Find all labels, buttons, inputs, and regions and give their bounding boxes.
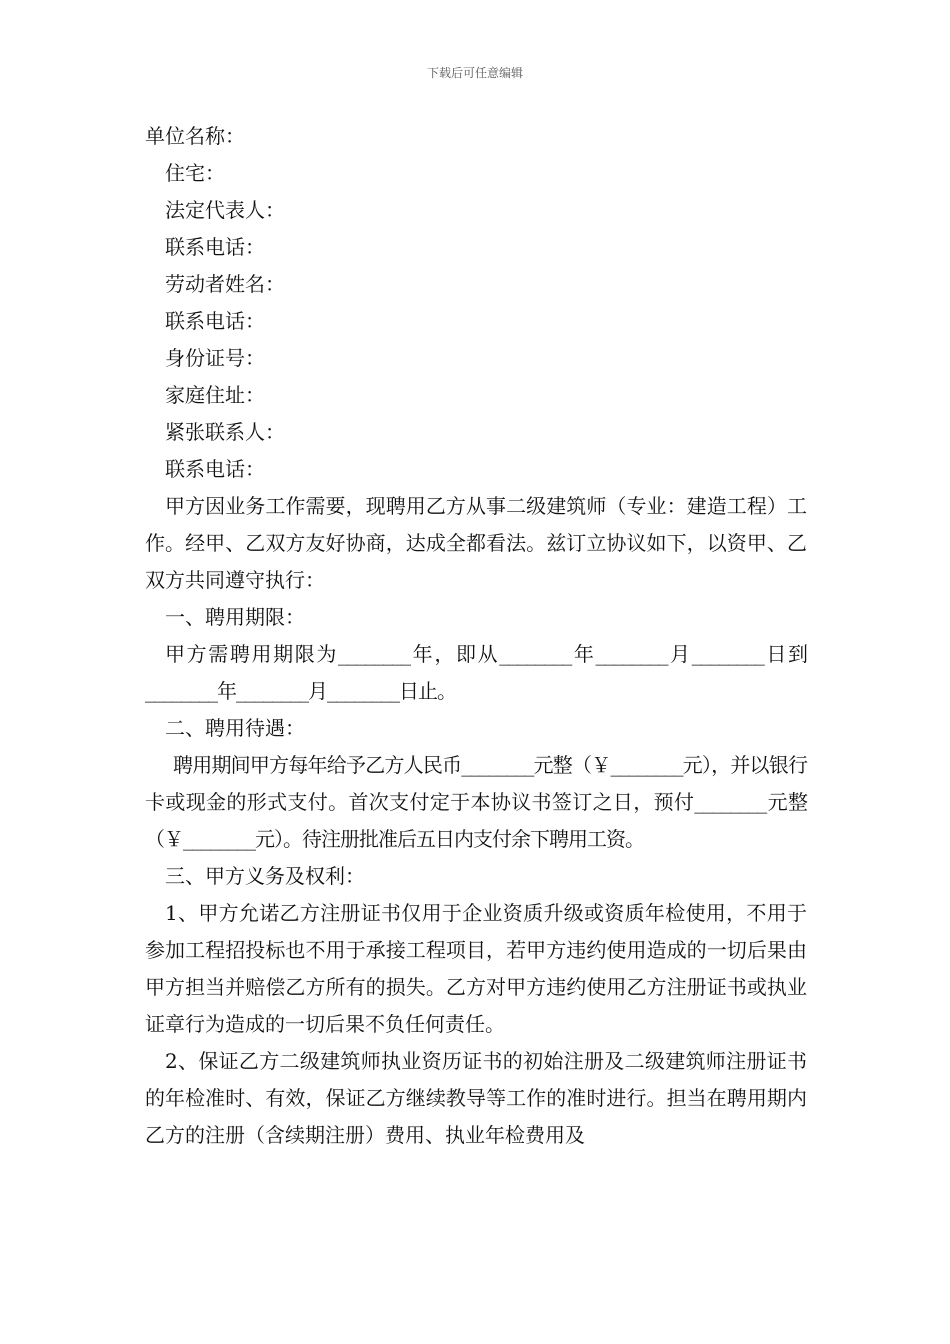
field-emergency-phone: 联系电话： [165, 457, 265, 481]
section-2-text: 聘用期间甲方每年给予乙方人民币________元整（￥________元），并以银行卡或现金的形式支付。首次支付定于本协议书签订之日，预付________元整（￥________元）。待注册批准后五日内支付余下聘用工资。 [145, 753, 807, 851]
field-company-name: 单位名称： [145, 124, 245, 148]
field-company-phone: 联系电话： [165, 235, 265, 259]
section-1-text: 甲方需聘用期限为________年，即从________年________月________日到________年________月________日止。 [145, 642, 807, 703]
field-worker-name: 劳动者姓名： [165, 272, 285, 296]
section-3-item-2: 2、保证乙方二级建筑师执业资历证书的初始注册及二级建筑师注册证书的年检准时、有效，保证乙方继续教导等工作的准时进行。担当在聘用期内乙方的注册（含续期注册）费用、执业年检费用及 [145, 1049, 807, 1147]
field-id-number: 身份证号： [165, 346, 265, 370]
section-3-item-1: 1、甲方允诺乙方注册证书仅用于企业资质升级或资质年检使用，不用于参加工程招投标也不用于承接工程项目，若甲方违约使用造成的一切后果由甲方担当并赔偿乙方所有的损失。乙方对甲方违约使用乙方注册证书或执业证章行为造成的一切后果不负任何责任。 [145, 901, 807, 1036]
field-residence: 住宅： [165, 161, 225, 185]
field-worker-phone: 联系电话： [165, 309, 265, 333]
section-1-heading: 一、聘用期限： [165, 605, 305, 629]
field-legal-representative: 法定代表人： [165, 198, 285, 222]
section-3-heading: 三、甲方义务及权利： [165, 864, 365, 888]
field-emergency-contact: 紧张联系人： [165, 420, 285, 444]
contract-body [145, 118, 807, 1154]
page-header-note: 下载后可任意编辑 [426, 66, 523, 80]
intro-paragraph: 甲方因业务工作需要，现聘用乙方从事二级建筑师（专业：建造工程）工作。经甲、乙双方友好协商，达成全都看法。兹订立协议如下，以资甲、乙双方共同遵守执行： [145, 494, 807, 592]
section-2-heading: 二、聘用待遇： [165, 716, 305, 740]
field-home-address: 家庭住址： [165, 383, 265, 407]
